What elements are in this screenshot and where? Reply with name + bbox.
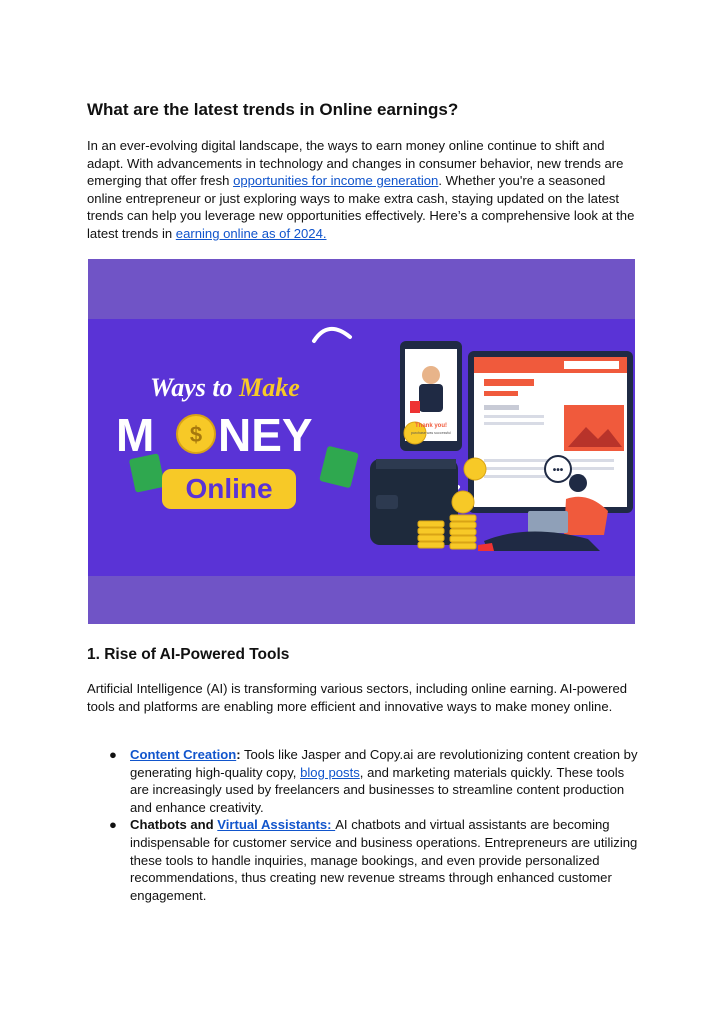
section-heading: 1. Rise of AI-Powered Tools (87, 646, 290, 663)
bullet-text: , and marketing materials quickly. These tools are increasingly used by freelancers and businesses to streamline content production and enhance creativity. (130, 764, 625, 815)
bullet-icon: ● (109, 747, 117, 762)
banner-ways-to: Ways to (150, 373, 233, 402)
banner-make: Make (239, 373, 300, 402)
page-title: What are the latest trends in Online earnings? (87, 100, 459, 119)
banner-online: Online (185, 473, 273, 504)
bullet-icon: ● (109, 817, 117, 833)
intro-text-2: . Whether you're a seasoned online entrepreneur or just exploring ways to make extra cash, staying updated on the latest trends can help you leverage new opportunities effectively. Here’s a comprehensive look at the latest trends in (87, 173, 635, 241)
list-item (87, 816, 642, 904)
income-opportunities-link[interactable]: opportunities for income generation (233, 173, 439, 189)
curved-arrow-icon (314, 329, 350, 341)
section-paragraph: Artificial Intelligence (AI) is transforming various sectors, including online earning. AI-powered tools and platforms are enabling more efficient and innovative ways to make money online. (87, 681, 628, 714)
banner-money-rest: NEY (218, 409, 313, 461)
content-creation-link[interactable]: Content Creation (130, 747, 237, 762)
earning-online-link[interactable]: earning online as of 2024. (175, 225, 327, 241)
colon: : (236, 747, 241, 762)
intro-text-1: In an ever-evolving digital landscape, the ways to earn money online continue to shift and adapt. With advancements in technology and changes in consumer behavior, new trends are emerging that offer fresh (87, 138, 624, 189)
thank-you-text: Thank you! (414, 423, 448, 429)
thank-you-subtext: purchase was successful (411, 431, 451, 435)
virtual-assistants-link[interactable]: Virtual Assistants: (217, 817, 336, 833)
browser-window-icon (468, 351, 633, 513)
intro-paragraph (87, 137, 642, 243)
list-item (87, 746, 642, 816)
bullet-list (87, 746, 642, 904)
banner-illustration (88, 259, 635, 624)
coin-symbol: $ (189, 422, 203, 447)
chat-dots: ••• (552, 465, 564, 476)
bullet-bold-lead: Chatbots and (130, 817, 218, 833)
svg-text:Ways to Make (150, 373, 300, 402)
blog-posts-link[interactable]: blog posts (300, 764, 360, 780)
banner-money-m: M (116, 409, 155, 461)
wallet-icon (370, 459, 458, 545)
bullet-text: AI chatbots and virtual assistants are becoming indispensable for customer service and business operations. Entrepreneurs are utilizing these tools to handle inquiries, manage bookings, and even provide personalized recommendations, thus creating new revenue streams through enhanced customer engagement. (130, 817, 638, 903)
bullet-text: Tools like Jasper and Copy.ai are revolutionizing content creation by generating high-quality copy, (130, 747, 638, 780)
money-online-banner (88, 259, 635, 624)
